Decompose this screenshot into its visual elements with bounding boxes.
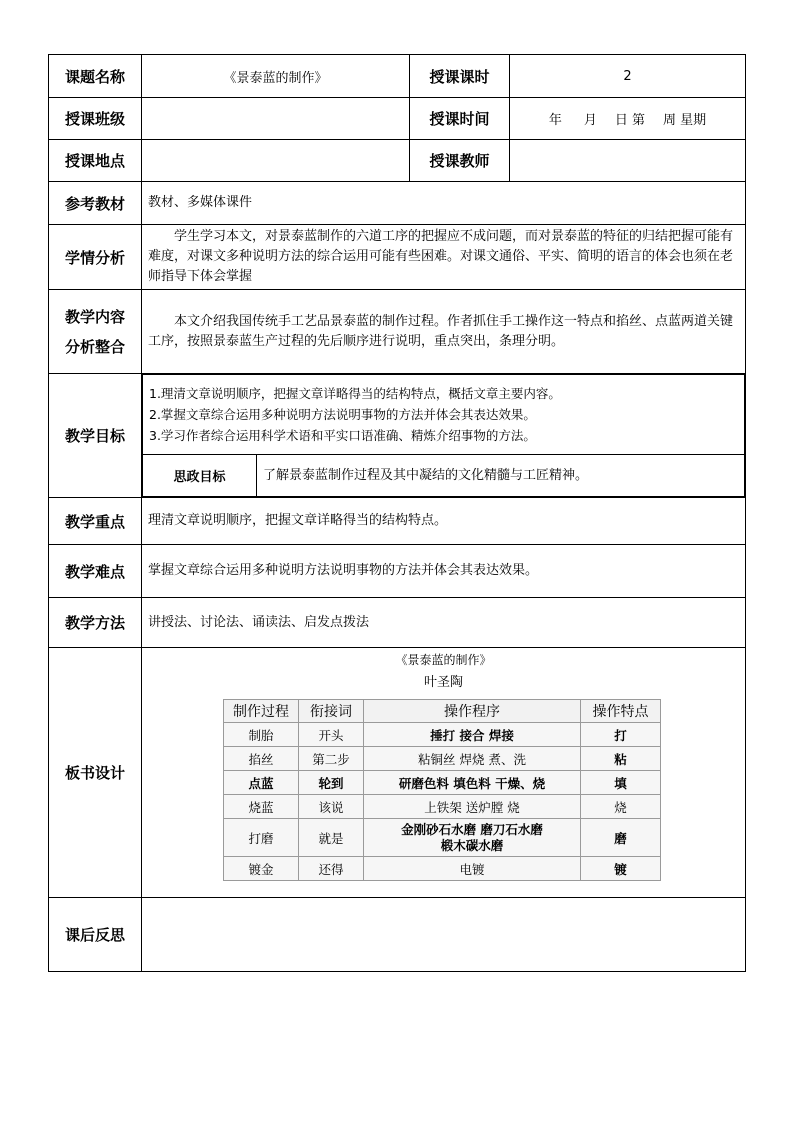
board-connector: 该说: [299, 795, 364, 819]
goals-cell: [142, 374, 746, 498]
board-cell: [142, 648, 746, 898]
board-header-connector: 衔接词: [299, 700, 364, 723]
board-procedure: [364, 819, 581, 857]
board-feature: 镀: [581, 857, 661, 881]
board-header-feature: 操作特点: [581, 700, 661, 723]
board-row: [224, 771, 661, 795]
method-label: 教学方法: [49, 598, 142, 648]
time-value: [510, 98, 746, 140]
class-value: [142, 98, 410, 140]
board-connector: 第二步: [299, 747, 364, 771]
goal-item-2: 2.掌握文章综合运用多种说明方法说明事物的方法并体会其表达效果。: [149, 407, 536, 422]
board-procedure: 电镀: [364, 857, 581, 881]
goals-label: 教学目标: [49, 374, 142, 498]
board-row: [224, 795, 661, 819]
hours-label: 授课课时: [410, 55, 510, 98]
lesson-plan-table: [48, 54, 746, 972]
difficult-value: 掌握文章综合运用多种说明方法说明事物的方法并体会其表达效果。: [142, 545, 746, 598]
goal-item-1: 1.理清文章说明顺序，把握文章详略得当的结构特点，概括文章主要内容。: [149, 386, 561, 401]
board-connector: 轮到: [299, 771, 364, 795]
class-label: 授课班级: [49, 98, 142, 140]
time-day: 日 第: [614, 113, 646, 128]
board-title: 《景泰蓝的制作》: [395, 653, 492, 667]
board-process: 打磨: [224, 819, 299, 857]
textbook-label: 参考教材: [49, 182, 142, 225]
reflection-label: 课后反思: [49, 898, 142, 972]
ideology-value: 了解景泰蓝制作过程及其中凝结的文化精髓与工匠精神。: [257, 455, 745, 497]
board-procedure-line1: 金刚砂石水磨 磨刀石水磨: [401, 821, 543, 837]
row-topic: [49, 55, 746, 98]
time-label: 授课时间: [410, 98, 510, 140]
board-header-row: [224, 700, 661, 723]
learner-value: 学生学习本文，对景泰蓝制作的六道工序的把握应不成问题，而对景泰蓝的特征的归结把握可能有难度，对课文多种说明方法的综合运用可能有些困难。对课文通俗、平实、简明的语言的体会也须在老师指导下体会掌握: [142, 225, 746, 290]
row-board: [49, 648, 746, 898]
content-label-line1: 教学内容: [64, 307, 125, 326]
board-process: 制胎: [224, 723, 299, 747]
board-row: [224, 723, 661, 747]
board-design-table: [223, 699, 661, 881]
row-class: [49, 98, 746, 140]
row-method: [49, 598, 746, 648]
place-label: 授课地点: [49, 140, 142, 182]
difficult-label: 教学难点: [49, 545, 142, 598]
board-row: [224, 819, 661, 857]
row-textbook: [49, 182, 746, 225]
board-process: 点蓝: [224, 771, 299, 795]
board-process: 镀金: [224, 857, 299, 881]
board-procedure: 捶打 接合 焊接: [364, 723, 581, 747]
board-feature: 烧: [581, 795, 661, 819]
board-connector: 开头: [299, 723, 364, 747]
learner-label: 学情分析: [49, 225, 142, 290]
row-difficult: [49, 545, 746, 598]
board-procedure: 研磨色料 填色料 干燥、烧: [364, 771, 581, 795]
board-procedure: 上铁架 送炉膛 烧: [364, 795, 581, 819]
board-author: 叶圣陶: [423, 675, 463, 690]
content-value: 本文介绍我国传统手工艺品景泰蓝的制作过程。作者抓住手工操作这一特点和掐丝、点蓝两道关键工序，按照景泰蓝生产过程的先后顺序进行说明，重点突出，条理分明。: [142, 290, 746, 374]
board-row: [224, 857, 661, 881]
row-content: [49, 290, 746, 374]
topic-label: 课题名称: [49, 55, 142, 98]
hours-value: 2: [510, 55, 746, 98]
key-value: 理清文章说明顺序，把握文章详略得当的结构特点。: [142, 498, 746, 545]
board-connector: 就是: [299, 819, 364, 857]
board-feature: 粘: [581, 747, 661, 771]
content-label: [49, 290, 142, 374]
topic-value: 《景泰蓝的制作》: [142, 55, 410, 98]
board-header-process: 制作过程: [224, 700, 299, 723]
board-process: 掐丝: [224, 747, 299, 771]
board-label: 板书设计: [49, 648, 142, 898]
ideology-label: 思政目标: [143, 455, 257, 497]
time-month: 月: [583, 113, 597, 128]
board-feature: 磨: [581, 819, 661, 857]
teacher-label: 授课教师: [410, 140, 510, 182]
board-process: 烧蓝: [224, 795, 299, 819]
row-goals: [49, 374, 746, 498]
board-connector: 还得: [299, 857, 364, 881]
place-value: [142, 140, 410, 182]
row-learner: [49, 225, 746, 290]
teacher-value: [510, 140, 746, 182]
time-week: 周 星期: [663, 113, 707, 128]
row-reflection: [49, 898, 746, 972]
row-key: [49, 498, 746, 545]
board-feature: 填: [581, 771, 661, 795]
board-procedure-line2: 椴木碳水磨: [440, 837, 504, 853]
method-value: 讲授法、讨论法、诵读法、启发点拨法: [142, 598, 746, 648]
goal-item-3: 3.学习作者综合运用科学术语和平实口语准确、精炼介绍事物的方法。: [149, 428, 536, 443]
reflection-value: [142, 898, 746, 972]
row-place: [49, 140, 746, 182]
board-row: [224, 747, 661, 771]
board-procedure: 粘铜丝 焊烧 煮、洗: [364, 747, 581, 771]
board-header-procedure: 操作程序: [364, 700, 581, 723]
board-feature: 打: [581, 723, 661, 747]
content-label-line2: 分析整合: [64, 337, 125, 356]
goals-inner-table: [142, 374, 745, 497]
textbook-value: 教材、多媒体课件: [142, 182, 746, 225]
time-year: 年: [548, 113, 562, 128]
key-label: 教学重点: [49, 498, 142, 545]
